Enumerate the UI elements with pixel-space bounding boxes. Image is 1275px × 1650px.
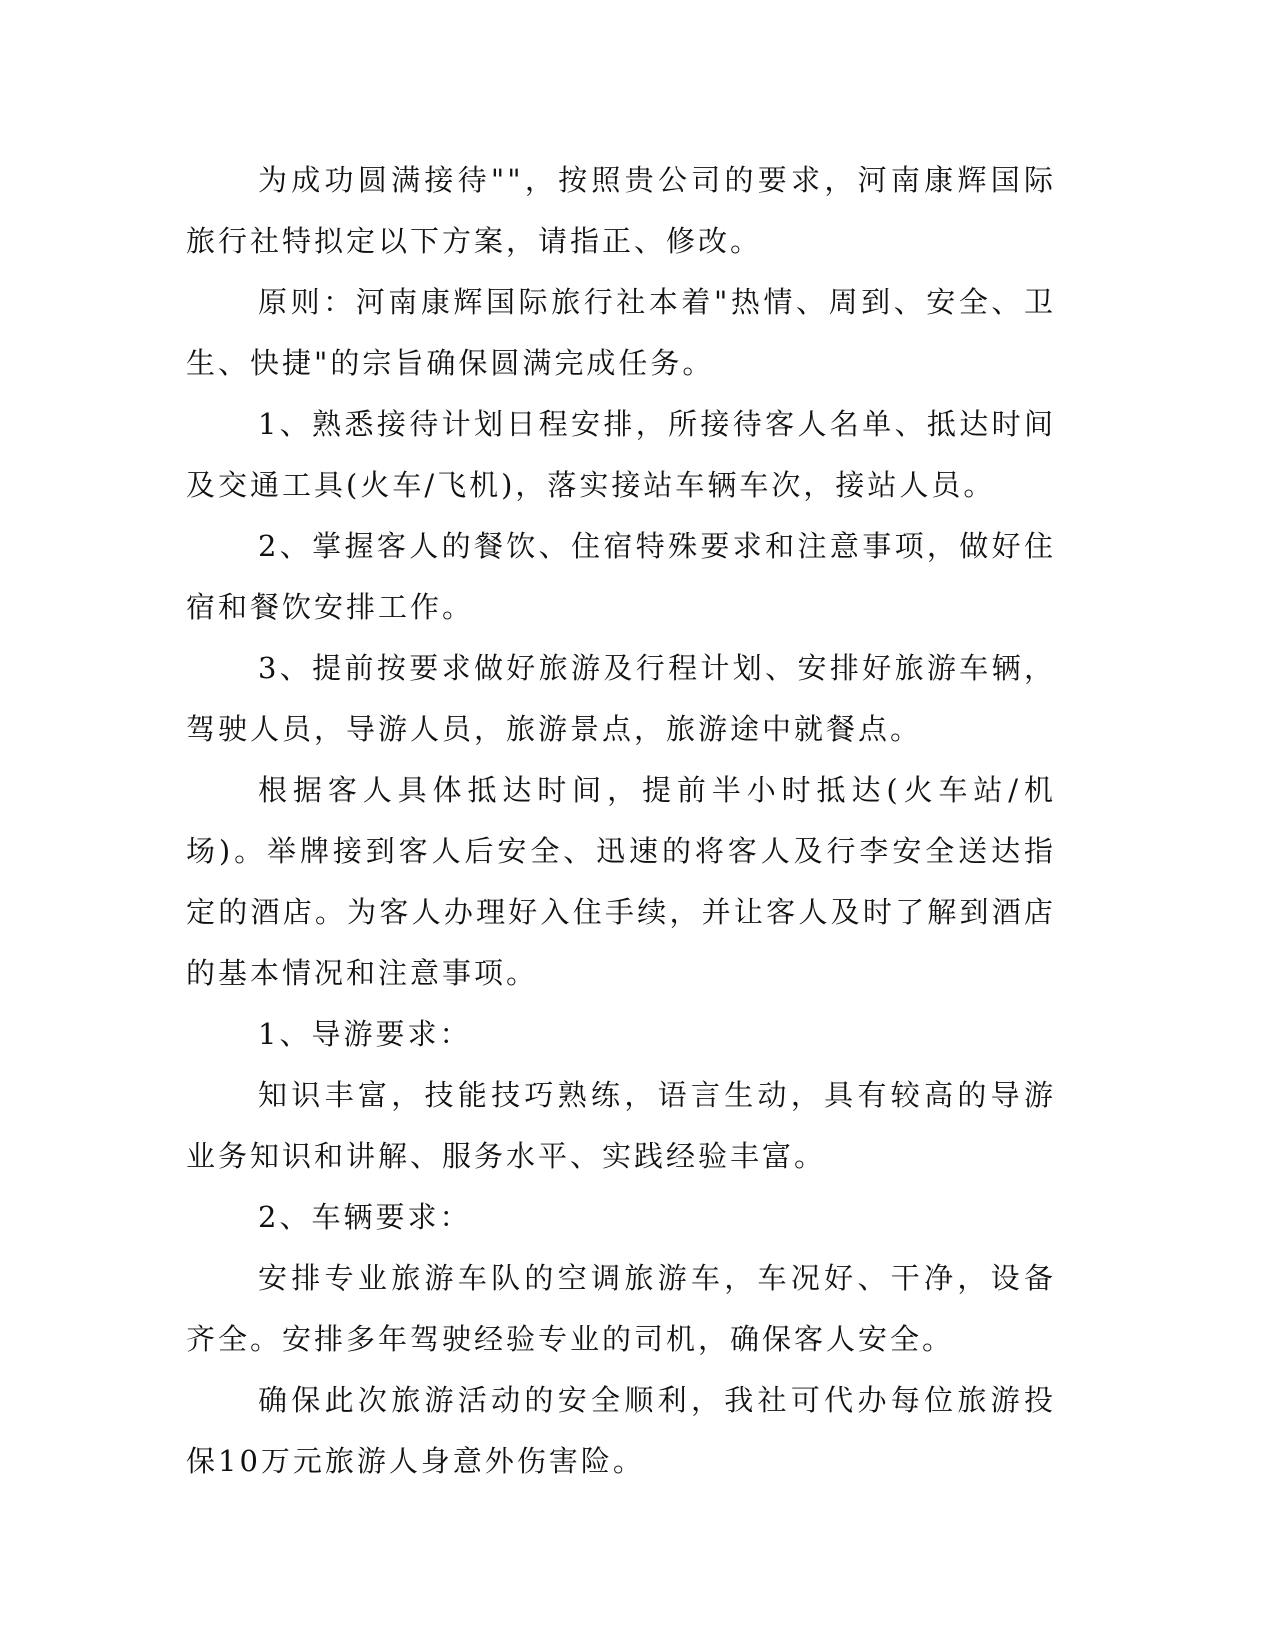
paragraph-item-2: 2、掌握客人的餐饮、住宿特殊要求和注意事项，做好住宿和餐饮安排工作。 (186, 529, 1056, 624)
paragraph-principle: 原则：河南康辉国际旅行社本着"热情、周到、安全、卫生、快捷"的宗旨确保圆满完成任务。 (186, 285, 1056, 380)
paragraph-vehicle-requirements: 安排专业旅游车队的空调旅游车，车况好、干净，设备齐全。安排多年驾驶经验专业的司机，确保客人安全。 (186, 1261, 1056, 1356)
paragraph-guide-requirements: 知识丰富，技能技巧熟练，语言生动，具有较高的导游业务知识和讲解、服务水平、实践经验丰富。 (186, 1078, 1056, 1173)
paragraph-intro: 为成功圆满接待""，按照贵公司的要求，河南康辉国际旅行社特拟定以下方案，请指正、修改。 (186, 163, 1056, 258)
paragraph-vehicle-heading: 2、车辆要求： (258, 1200, 472, 1234)
paragraph-arrival: 根据客人具体抵达时间，提前半小时抵达(火车站/机场)。举牌接到客人后安全、迅速的将客人及行李安全送达指定的酒店。为客人办理好入住手续，并让客人及时了解到酒店的基本情况和注意事项。 (186, 773, 1056, 990)
paragraph-insurance: 确保此次旅游活动的安全顺利，我社可代办每位旅游投保10万元旅游人身意外伤害险。 (186, 1383, 1056, 1478)
paragraph-guide-heading: 1、导游要求： (258, 1017, 472, 1051)
paragraph-item-1: 1、熟悉接待计划日程安排，所接待客人名单、抵达时间及交通工具(火车/飞机)，落实接站车辆车次，接站人员。 (186, 407, 1056, 502)
paragraph-item-3: 3、提前按要求做好旅游及行程计划、安排好旅游车辆，驾驶人员，导游人员，旅游景点，旅游途中就餐点。 (186, 651, 1056, 746)
document-body (186, 150, 1056, 1492)
